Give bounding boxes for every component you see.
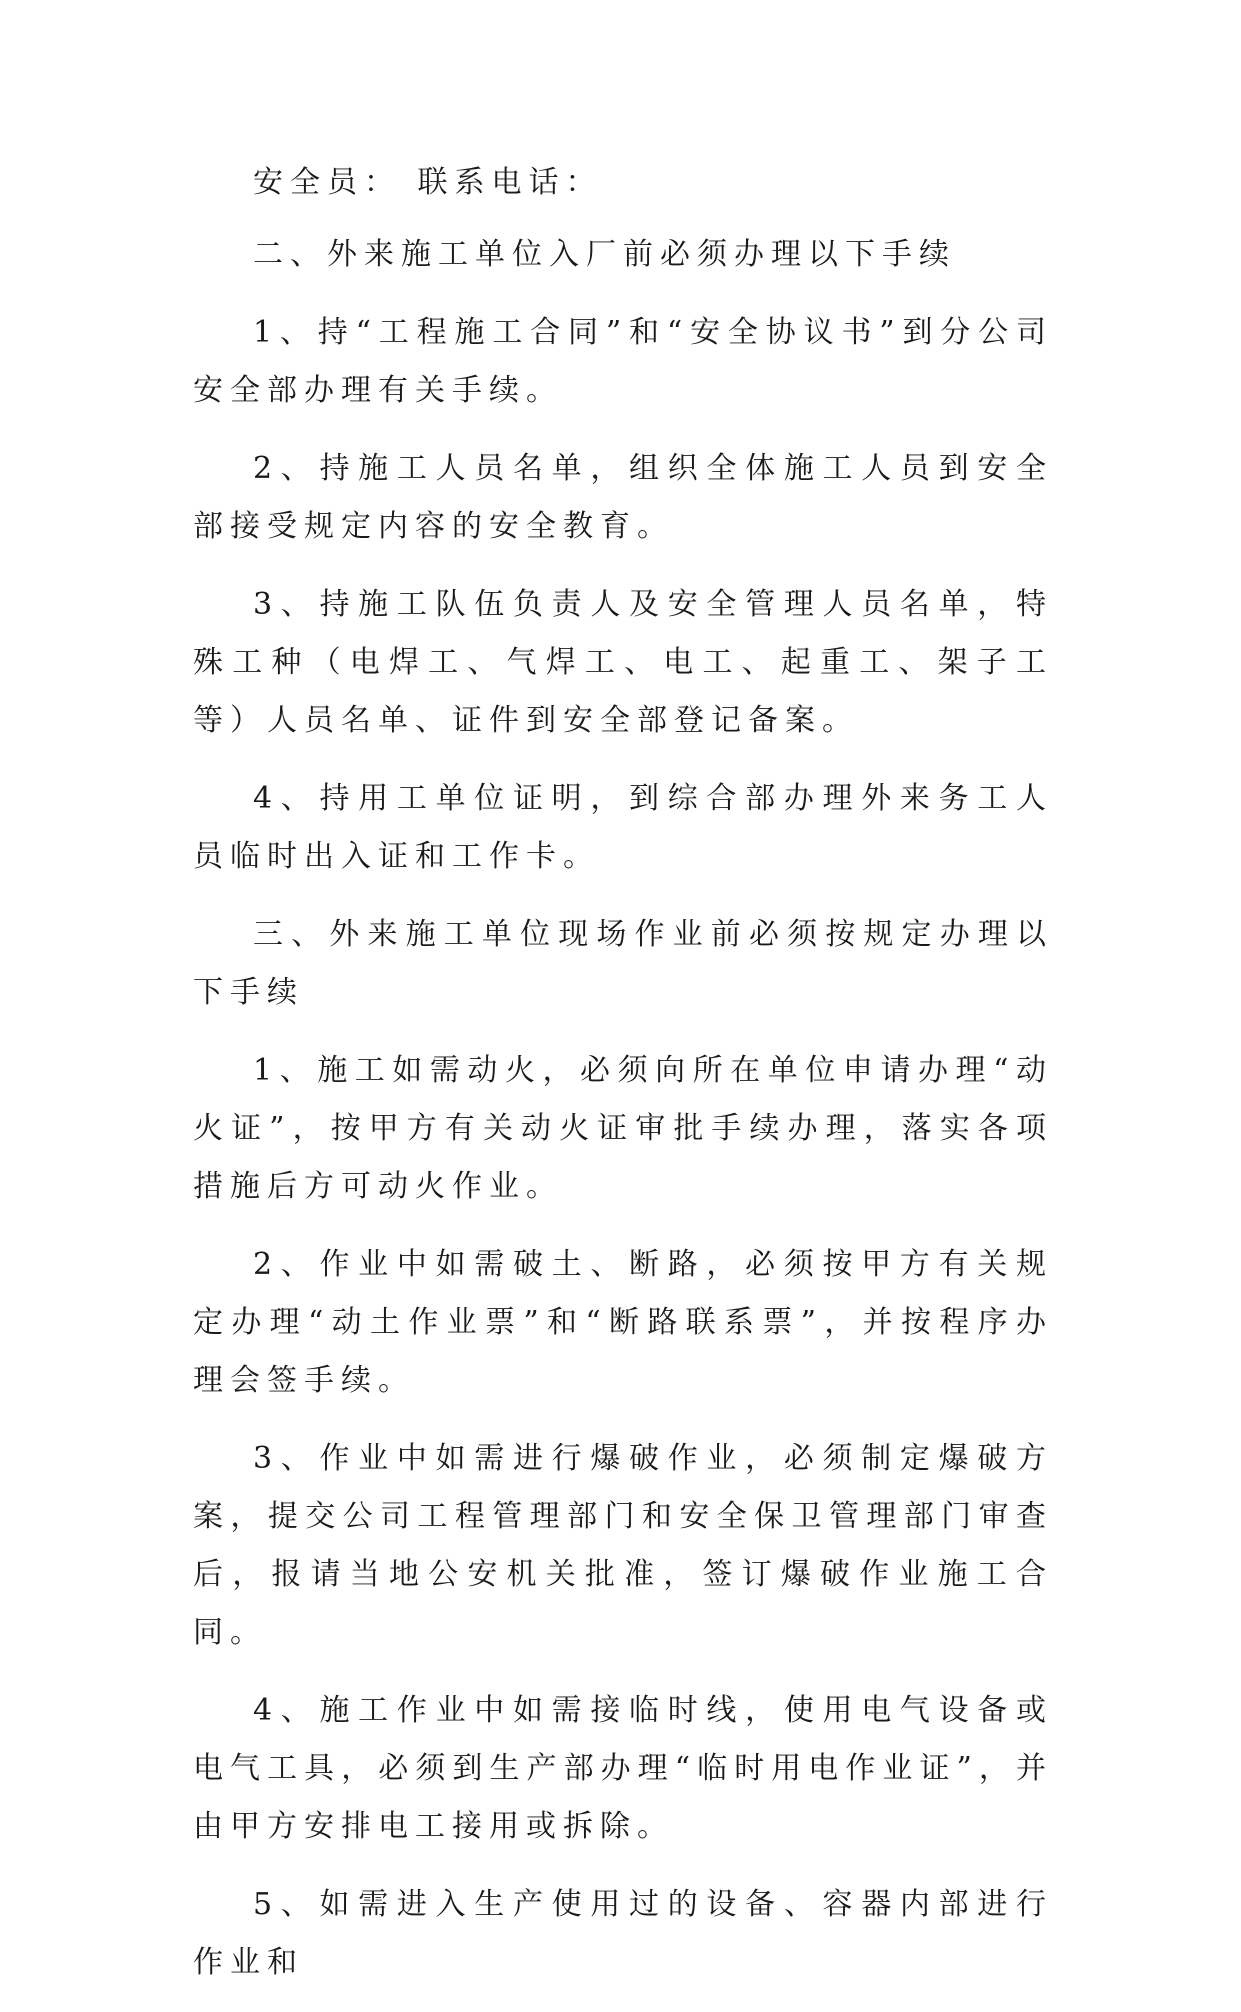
- section-heading-3: 三、外来施工单位现场作业前必须按规定办理以下手续: [193, 917, 1053, 1010]
- paragraph-2-2: 2、持施工人员名单，组织全体施工人员到安全部接受规定内容的安全教育。: [193, 451, 1053, 544]
- paragraph-2-4: 4、持用工单位证明，到综合部办理外来务工人员临时出入证和工作卡。: [193, 781, 1053, 874]
- paragraph-3-4: 4、施工作业中如需接临时线，使用电气设备或电气工具，必须到生产部办理“临时用电作业证”，并由甲方安排电工接用或拆除。: [193, 1693, 1053, 1844]
- contact-line: 安全员： 联系电话：: [253, 165, 603, 200]
- document-body: [193, 160, 1053, 2012]
- section-heading-2: 二、外来施工单位入厂前必须办理以下手续: [253, 237, 956, 272]
- paragraph-3-1: 1、施工如需动火，必须向所在单位申请办理“动火证”，按甲方有关动火证审批手续办理，落实各项措施后方可动火作业。: [193, 1053, 1053, 1204]
- paragraph-2-1: 1、持“工程施工合同”和“安全协议书”到分公司安全部办理有关手续。: [193, 315, 1053, 408]
- paragraph-3-3: 3、作业中如需进行爆破作业，必须制定爆破方案，提交公司工程管理部门和安全保卫管理部门审查后，报请当地公安机关批准，签订爆破作业施工合同。: [193, 1441, 1053, 1650]
- paragraph-3-2: 2、作业中如需破土、断路，必须按甲方有关规定办理“动土作业票”和“断路联系票”，并按程序办理会签手续。: [193, 1247, 1053, 1398]
- paragraph-2-3: 3、持施工队伍负责人及安全管理人员名单，特殊工种（电焊工、气焊工、电工、起重工、架子工等）人员名单、证件到安全部登记备案。: [193, 587, 1053, 738]
- paragraph-3-5: 5、如需进入生产使用过的设备、容器内部进行作业和: [193, 1887, 1053, 1980]
